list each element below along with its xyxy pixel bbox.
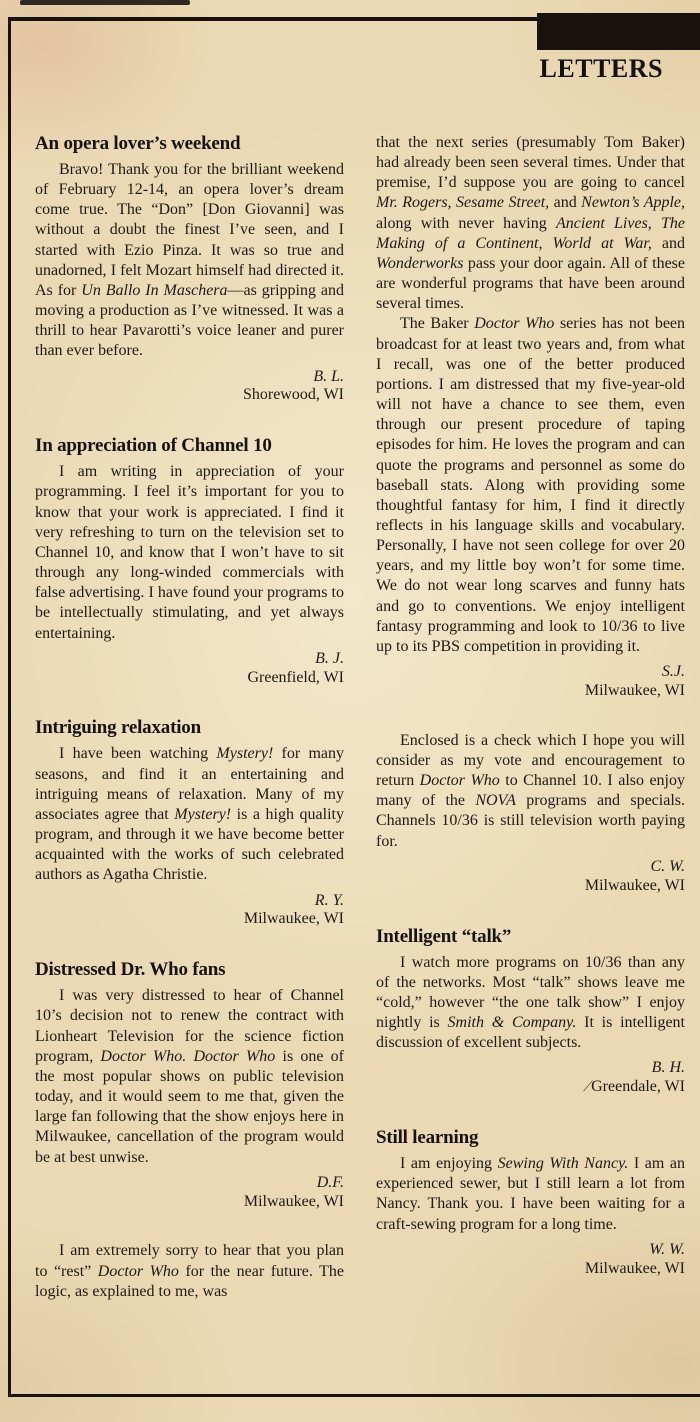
signature-location-text: Milwaukee, WI bbox=[584, 1259, 685, 1277]
letter bbox=[35, 133, 344, 405]
signature-block bbox=[35, 368, 344, 406]
letter-paragraph: I am extremely sorry to hear that you plan to “rest” Doctor Who for the near future. The logic, as explained to me, was bbox=[35, 1242, 344, 1300]
letter bbox=[35, 717, 344, 929]
signature-location-text: Shorewood, WI bbox=[242, 386, 344, 404]
letter-paragraph: I am enjoying Sewing With Nancy. I am an experienced sewer, but I still learn a lot from Nancy. Thank you. I have been waiting for a craft-sewing program for a long time. bbox=[376, 1155, 685, 1233]
signature-location-text: Milwaukee, WI bbox=[584, 681, 685, 699]
signature-block bbox=[35, 892, 344, 930]
signature-location-text: Milwaukee, WI bbox=[243, 910, 344, 928]
signature-location bbox=[35, 386, 344, 405]
letter bbox=[376, 1127, 685, 1278]
signature-initials: B. J. bbox=[315, 649, 344, 667]
letter bbox=[35, 959, 344, 1211]
signature-location bbox=[35, 910, 344, 929]
letter-paragraph: Bravo! Thank you for the brilliant weekend of February 12-14, an opera lover’s dream come true. The “Don” [Don Giovanni] was without a doubt the finest I’ve seen, and I started with Ezio Pinza. It was so true and unadorned, I felt Mozart himself had directed it. As for Un Ballo In Maschera—as gripping and moving a production as I’ve witnessed. It was a thrill to hear Pavarotti’s voice leaner and purer than ever before. bbox=[35, 161, 345, 360]
letter-heading: An opera lover’s weekend bbox=[35, 133, 241, 154]
signature-location-text: Milwaukee, WI bbox=[584, 876, 685, 894]
signature-initials: W. W. bbox=[649, 1240, 685, 1258]
signature-location bbox=[376, 1078, 685, 1097]
left-border-rule bbox=[8, 17, 11, 1397]
signature-location bbox=[376, 682, 685, 701]
letter-heading: In appreciation of Channel 10 bbox=[35, 435, 272, 457]
letter-paragraph: I watch more programs on 10/36 than any of the networks. Most “talk” shows leave me “cold,” however “the one talk show” I enjoy nightly is Smith & Company. It is intelligent discussion of excellent subjects. bbox=[376, 953, 685, 1052]
letter-paragraph: The Baker Doctor Who series has not been broadcast for at least two years and, from what I recall, was one of the better produced portions. I am distressed that my five-year-old will not have a chance to see them, even through our present procedure of taping episodes for him. He loves the program and can quote the programs and personnel as some do baseball stats. Along with providing some thoughtful fantasy for him, I find it directly reflects in his language skills and vocabulary. Personally, I have not seen college for over 20 years, and my little boy won’t for some time. We do not wear long scarves and funny hats and go to conventions. We enjoy intelligent fantasy programming and look to 10/36 to live up to its PBS competition in providing it. bbox=[376, 315, 686, 655]
letter bbox=[35, 1241, 344, 1301]
letter-paragraph: Enclosed is a check which I hope you will consider as my vote and encouragement to return Doctor Who to Channel 10. I also enjoy many of the NOVA programs and specials. Channels 10/36 is still television worth paying for. bbox=[376, 731, 686, 850]
signature-block bbox=[35, 650, 344, 688]
signature-block bbox=[376, 858, 685, 896]
signature-initials: C. W. bbox=[650, 857, 685, 875]
letter-paragraph: I am writing in appreciation of your programming. I feel it’s important for you to know that your work is appreciated. I find it very refreshing to turn on the television set to Channel 10, and know that I won’t have to sit through any long-winded commercials with false advertising. I have found your programs to be intellectually stimulating, and yet always entertaining. bbox=[35, 463, 344, 642]
signature-initials: R. Y. bbox=[314, 891, 344, 909]
bottom-rule bbox=[10, 1394, 700, 1397]
letter-paragraph: I have been watching Mystery! for many seasons, and find it an entertaining and intriguing means of relaxation. Many of my associates agree that Mystery! is a high quality program, and through it we have become better acquainted with the works of such celebrated authors as Agatha Christie. bbox=[35, 745, 344, 884]
signature-location bbox=[35, 669, 344, 688]
signature-location bbox=[376, 877, 685, 896]
signature-block bbox=[376, 1241, 685, 1279]
letter bbox=[376, 731, 685, 896]
top-rule bbox=[10, 17, 537, 21]
signature-location-text: Greenfield, WI bbox=[247, 668, 344, 686]
header-black-bar bbox=[537, 13, 700, 50]
letter bbox=[35, 435, 344, 687]
letters-content bbox=[35, 133, 685, 1332]
letter-paragraph: that the next series (presumably Tom Baker) had already been seen several times. Under that premise, I’d suppose you are going to cancel Mr. Rogers, Sesame Street, and Newton’s Apple, along with never having Ancient Lives, The Making of a Continent, World at War, and Wonderworks pass your door again. All of these are wonderful programs that have been around several times. bbox=[376, 134, 686, 313]
signature-location-text: Milwaukee, WI bbox=[243, 1192, 344, 1210]
signature-initials: S.J. bbox=[661, 663, 685, 681]
signature-location-text: Greendale, WI bbox=[591, 1078, 685, 1096]
signature-block bbox=[35, 1174, 344, 1212]
letter-heading: Still learning bbox=[376, 1127, 479, 1149]
pen-slash-mark: / bbox=[582, 1078, 593, 1096]
letter bbox=[376, 133, 685, 701]
signature-location bbox=[376, 1260, 685, 1279]
column-left bbox=[35, 133, 344, 1332]
page-title: LETTERS bbox=[539, 54, 663, 83]
letter-heading: Distressed Dr. Who fans bbox=[35, 959, 226, 981]
signature-block bbox=[376, 663, 685, 701]
signature-initials: B. L. bbox=[313, 367, 344, 385]
signature-block bbox=[376, 1059, 685, 1097]
letter-heading: Intriguing relaxation bbox=[35, 717, 201, 739]
signature-initials: D.F. bbox=[316, 1173, 344, 1191]
column-right bbox=[376, 133, 685, 1332]
letter-paragraph: I was very distressed to hear of Channel 10’s decision not to renew the contract with Lionheart Television for the science fiction program, Doctor Who. Doctor Who is one of the most popular shows on public television today, and it would seem to me that, given the large fan following that the show enjoys here in Milwaukee, cancellation of the program would be at best unwise. bbox=[35, 987, 345, 1166]
scan-artifact bbox=[20, 0, 190, 5]
letter bbox=[376, 926, 685, 1098]
signature-initials: B. H. bbox=[651, 1059, 685, 1077]
letter-heading: Intelligent “talk” bbox=[376, 925, 512, 947]
signature-location bbox=[35, 1193, 344, 1212]
